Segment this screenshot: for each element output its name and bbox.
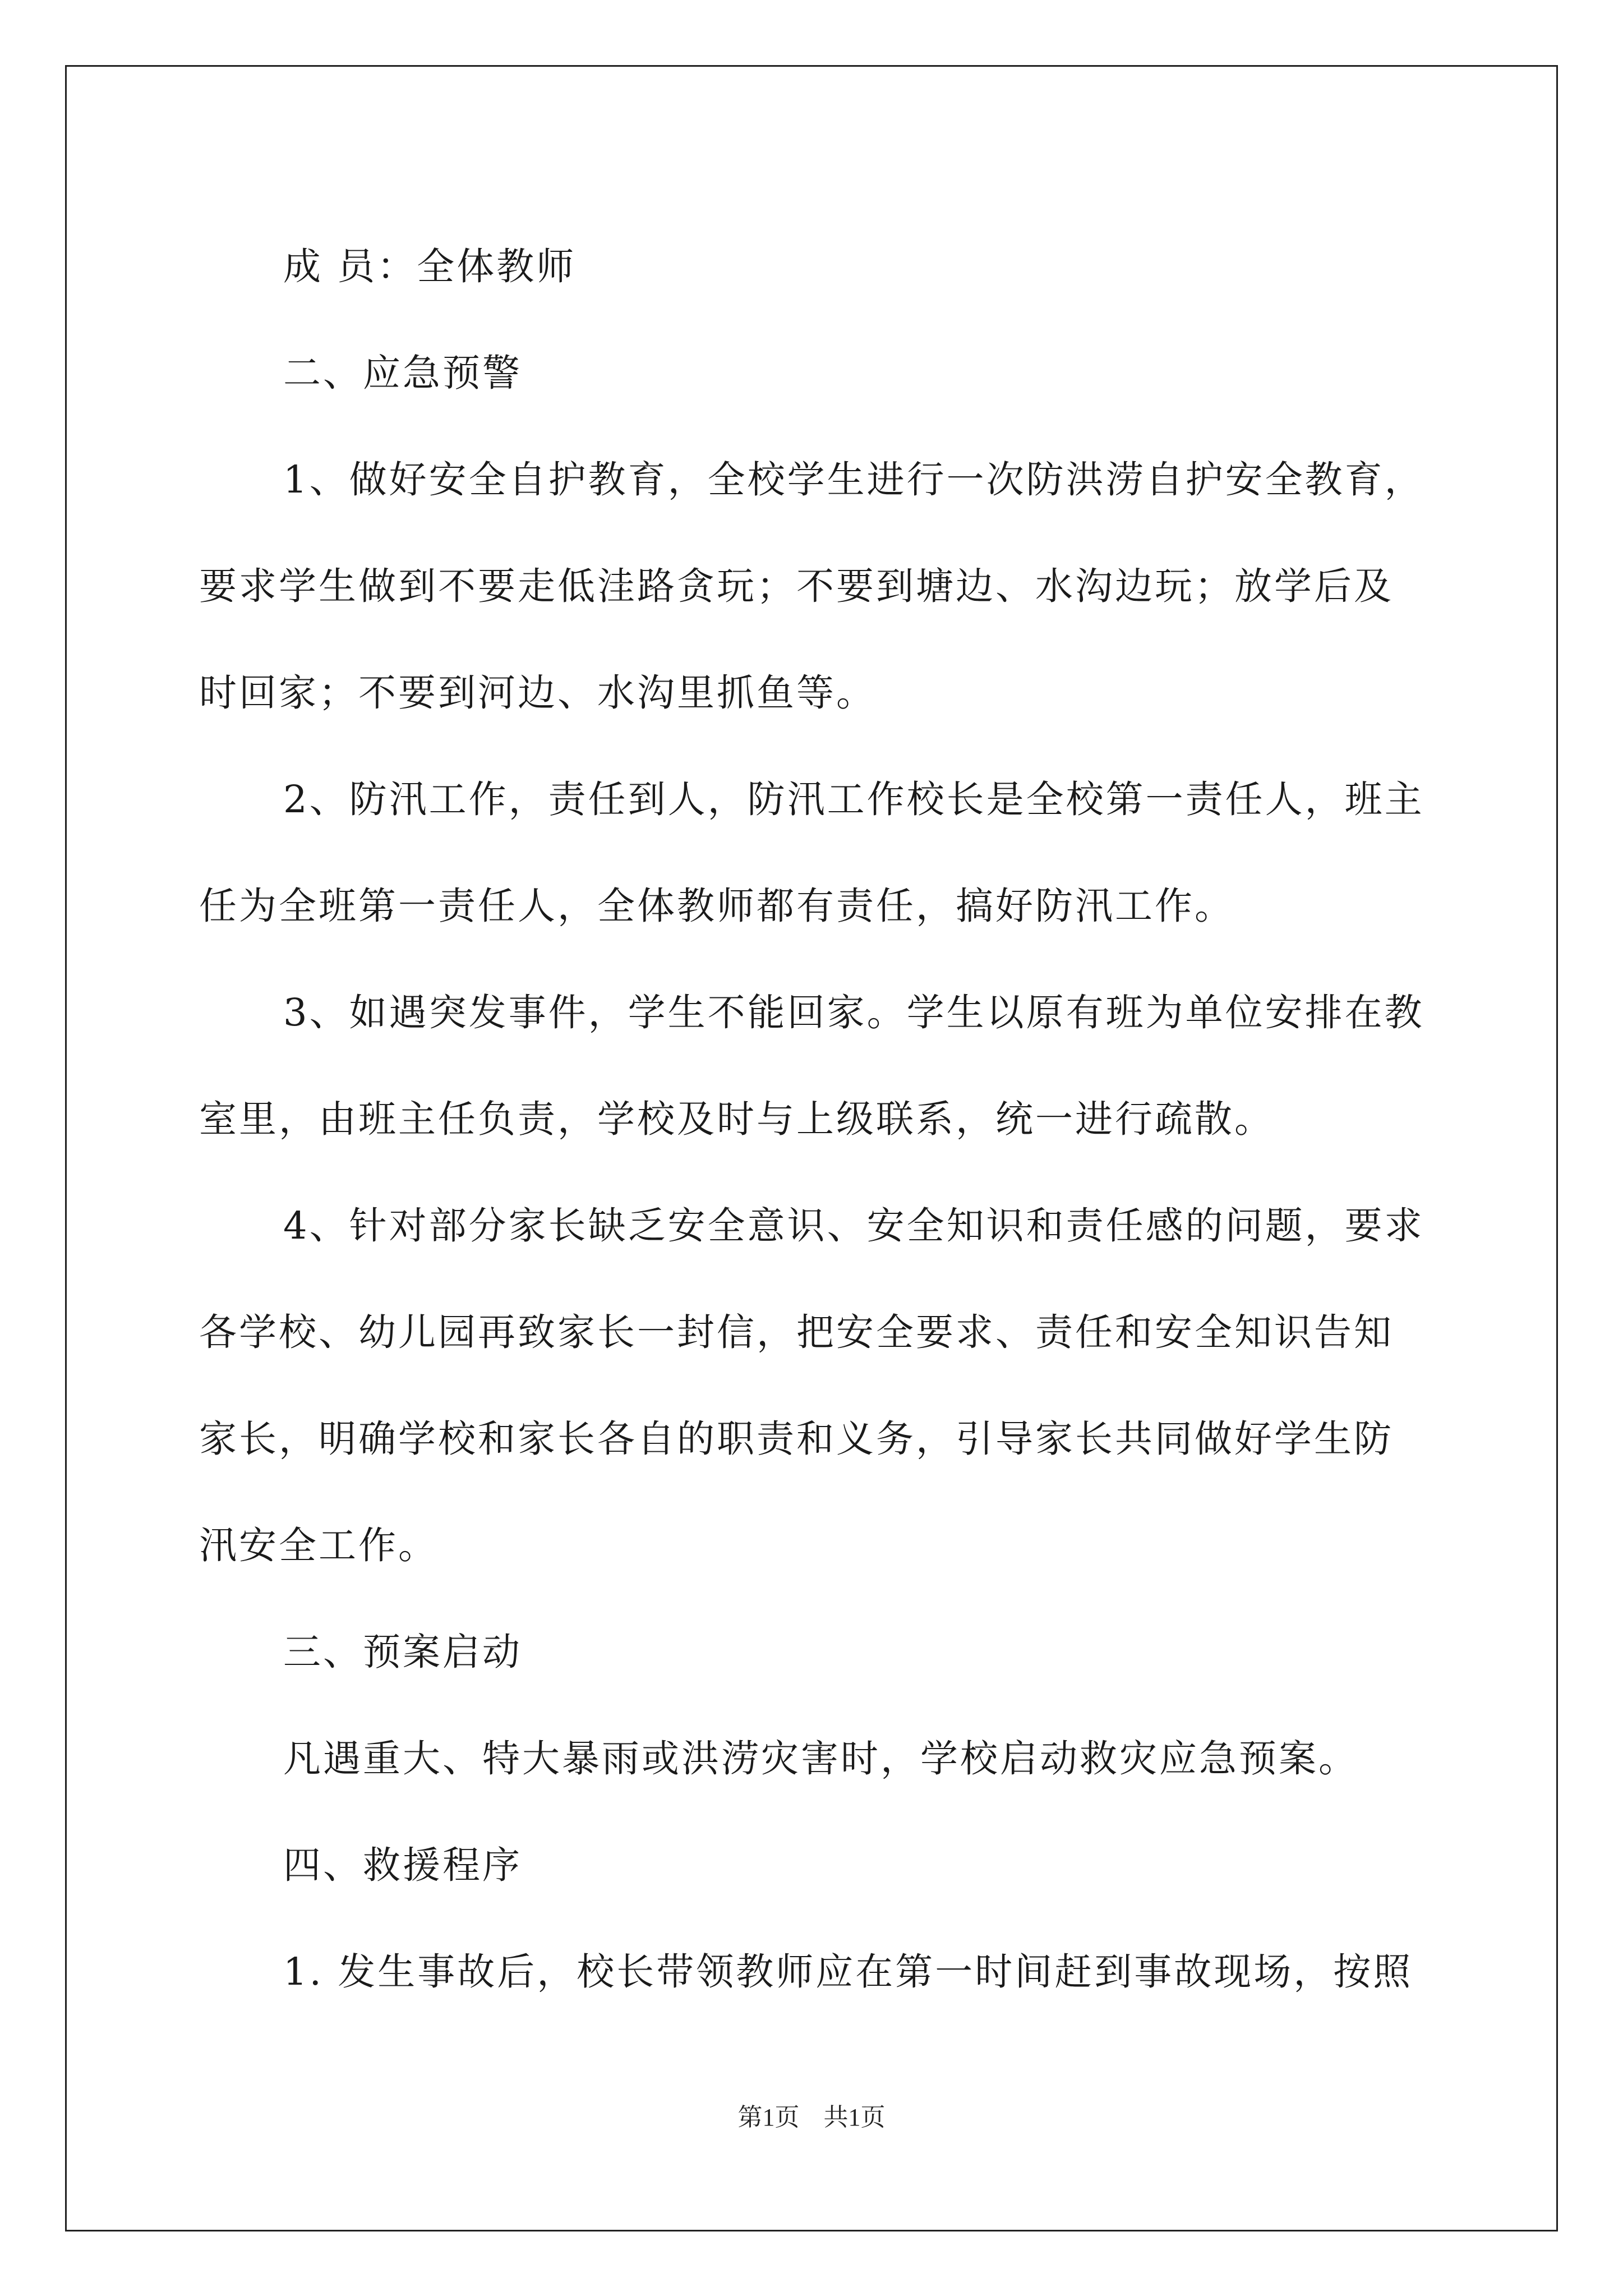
text-line: 凡遇重大、特大暴雨或洪涝灾害时，学校启动救灾应急预案。	[283, 1737, 1358, 1780]
text-line: 汛安全工作。	[199, 1524, 438, 1567]
text-line: 二、应急预警	[283, 351, 522, 395]
text-line: 1、做好安全自护教育，全校学生进行一次防洪涝自护安全教育，	[283, 458, 1424, 501]
text-line: 2、防汛工作，责任到人，防汛工作校长是全校第一责任人，班主	[283, 777, 1424, 821]
page-footer	[0, 2097, 1623, 2133]
text-line: 家长，明确学校和家长各自的职责和义务，引导家长共同做好学生防	[199, 1417, 1394, 1461]
text-line: 各学校、幼儿园再致家长一封信，把安全要求、责任和安全知识告知	[199, 1310, 1394, 1354]
document-body	[199, 213, 1427, 2025]
text-line: 时回家；不要到河边、水沟里抓鱼等。	[199, 671, 876, 715]
page-total: 共1页	[823, 2104, 886, 2131]
text-line: 三、预案启动	[283, 1630, 522, 1674]
text-line: 1. 发生事故后，校长带领教师应在第一时间赶到事故现场，按照	[283, 1950, 1413, 1994]
text-line: 成 员：全体教师	[283, 245, 577, 288]
text-line: 要求学生做到不要走低洼路贪玩；不要到塘边、水沟边玩；放学后及	[199, 564, 1394, 608]
text-line: 3、如遇突发事件，学生不能回家。学生以原有班为单位安排在教	[283, 991, 1424, 1034]
text-line: 4、针对部分家长缺乏安全意识、安全知识和责任感的问题，要求	[283, 1204, 1424, 1248]
text-line: 室里，由班主任负责，学校及时与上级联系，统一进行疏散。	[199, 1097, 1274, 1141]
page-number: 第1页	[737, 2104, 800, 2131]
text-line: 四、救援程序	[283, 1843, 522, 1887]
text-line: 任为全班第一责任人，全体教师都有责任，搞好防汛工作。	[199, 884, 1234, 928]
